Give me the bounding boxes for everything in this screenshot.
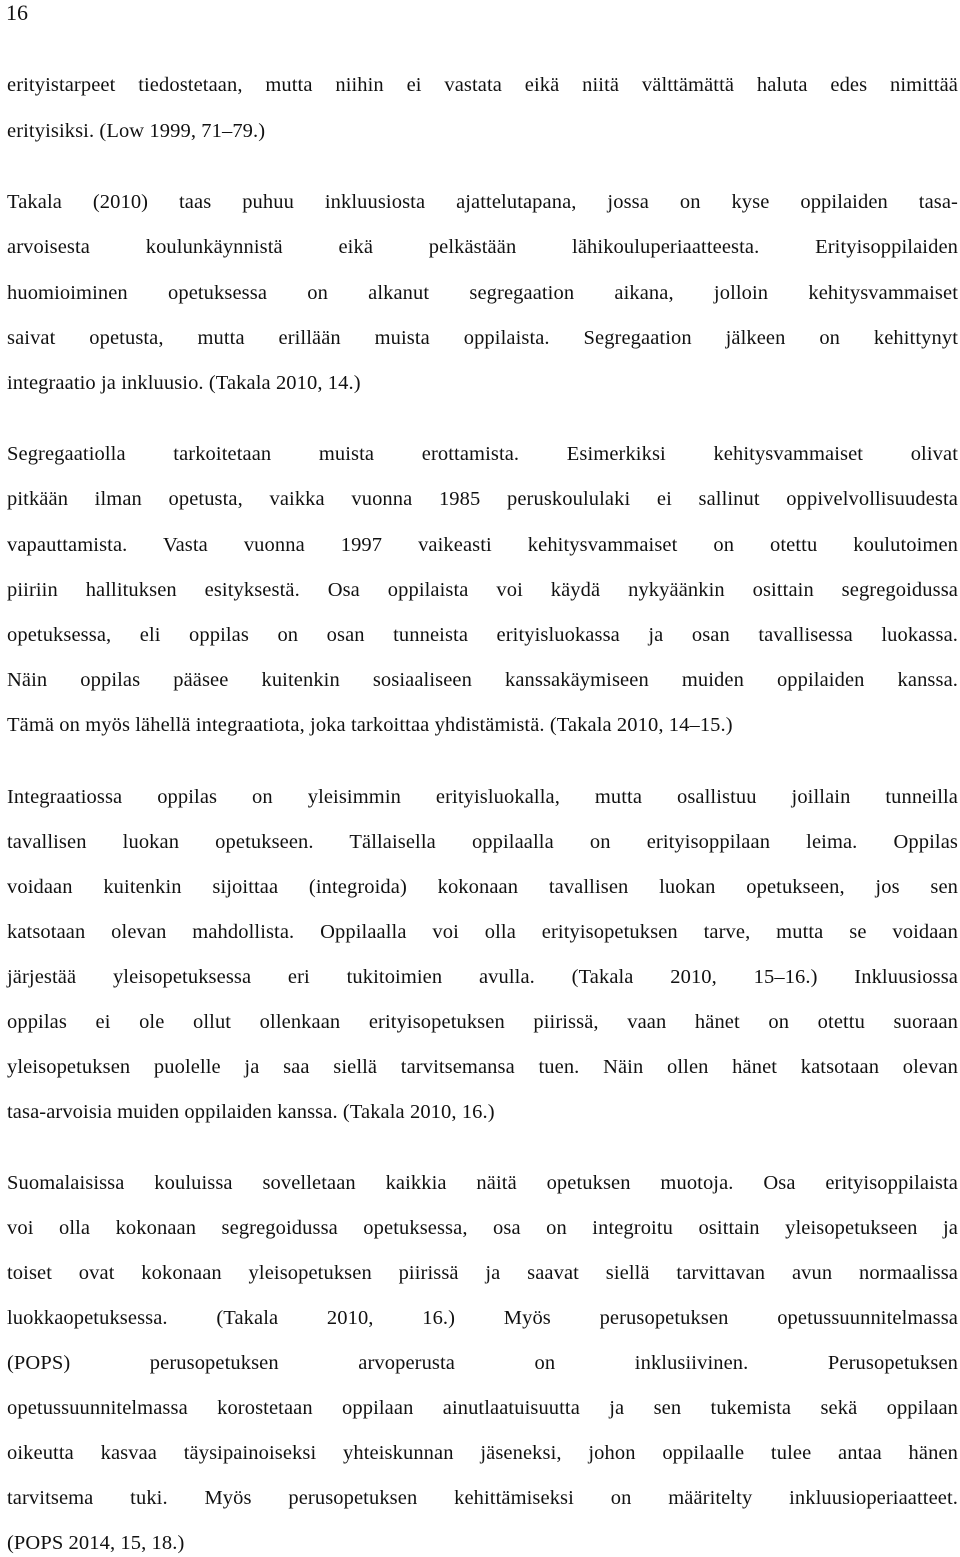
text-line: opetussuunnitelmassa korostetaan oppilaan ainutlaatuisuutta ja sen tukemista sekä oppilaan	[7, 1397, 958, 1419]
text-line: Tämä on myös lähellä integraatiota, joka tarkoittaa yhdistämistä. (Takala 2010, 14–15.)	[7, 714, 733, 736]
text-line: vapauttamista. Vasta vuonna 1997 vaikeasti kehitysvammaiset on otettu koulutoimen	[7, 534, 958, 556]
text-line: (POPS) perusopetuksen arvoperusta on inklusiivinen. Perusopetuksen	[7, 1352, 958, 1374]
text-line: tasa-arvoisia muiden oppilaiden kanssa. (Takala 2010, 16.)	[7, 1101, 495, 1123]
text-line: erityisiksi. (Low 1999, 71–79.)	[7, 120, 266, 142]
text-line: Segregaatiolla tarkoitetaan muista erottamista. Esimerkiksi kehitysvammaiset olivat	[7, 443, 958, 465]
text-line: toiset ovat kokonaan yleisopetuksen piirissä ja saavat siellä tarvittavan avun normaalissa	[7, 1262, 958, 1284]
text-line: erityistarpeet tiedostetaan, mutta niihin ei vastata eikä niitä välttämättä haluta edes nimittää	[7, 74, 958, 96]
text-line: voi olla kokonaan segregoidussa opetuksessa, osa on integroitu osittain yleisopetukseen ja	[7, 1217, 958, 1239]
text-line: järjestää yleisopetuksessa eri tukitoimien avulla. (Takala 2010, 15–16.) Inkluusiossa	[7, 966, 958, 988]
page-number: 16	[6, 0, 28, 25]
text-line: (POPS 2014, 15, 18.)	[7, 1532, 185, 1554]
text-line: arvoisesta koulunkäynnistä eikä pelkästään lähikouluperiaatteesta. Erityisoppilaiden	[7, 236, 958, 258]
text-line: katsotaan olevan mahdollista. Oppilaalla voi olla erityisopetuksen tarve, mutta se voidaan	[7, 921, 958, 943]
text-line: piiriin hallituksen esityksestä. Osa oppilaista voi käydä nykyäänkin osittain segregoidussa	[7, 579, 958, 601]
text-line: voidaan kuitenkin sijoittaa (integroida) kokonaan tavallisen luokan opetukseen, jos sen	[7, 876, 958, 898]
text-line: pitkään ilman opetusta, vaikka vuonna 1985 peruskoululaki ei sallinut oppivelvollisuudesta	[7, 488, 958, 510]
text-line: oikeutta kasvaa täysipainoiseksi yhteiskunnan jäseneksi, johon oppilaalle tulee antaa hänen	[7, 1442, 958, 1464]
text-line: huomioiminen opetuksessa on alkanut segregaation aikana, jolloin kehitysvammaiset	[7, 282, 958, 304]
text-line: saivat opetusta, mutta erillään muista oppilaista. Segregaation jälkeen on kehittynyt	[7, 327, 958, 349]
text-line: luokkaopetuksessa. (Takala 2010, 16.) Myös perusopetuksen opetussuunnitelmassa	[7, 1307, 958, 1329]
text-line: tarvitsema tuki. Myös perusopetuksen kehittämiseksi on määritelty inkluusioperiaatteet.	[7, 1487, 958, 1509]
text-line: yleisopetuksen puolelle ja saa siellä tarvitsemansa tuen. Näin ollen hänet katsotaan olevan	[7, 1056, 958, 1078]
text-line: oppilas ei ole ollut ollenkaan erityisopetuksen piirissä, vaan hänet on otettu suoraan	[7, 1011, 958, 1033]
text-line: Takala (2010) taas puhuu inkluusiosta ajattelutapana, jossa on kyse oppilaiden tasa-	[7, 191, 958, 213]
text-line: Integraatiossa oppilas on yleisimmin erityisluokalla, mutta osallistuu joillain tunneilla	[7, 786, 958, 808]
text-line: tavallisen luokan opetukseen. Tällaisella oppilaalla on erityisoppilaan leima. Oppilas	[7, 831, 958, 853]
text-line: Näin oppilas pääsee kuitenkin sosiaaliseen kanssakäymiseen muiden oppilaiden kanssa.	[7, 669, 958, 691]
text-line: opetuksessa, eli oppilas on osan tunneista erityisluokassa ja osan tavallisessa luokassa.	[7, 624, 958, 646]
text-line: Suomalaisissa kouluissa sovelletaan kaikkia näitä opetuksen muotoja. Osa erityisoppilaista	[7, 1172, 958, 1194]
text-line: integraatio ja inkluusio. (Takala 2010, 14.)	[7, 372, 361, 394]
